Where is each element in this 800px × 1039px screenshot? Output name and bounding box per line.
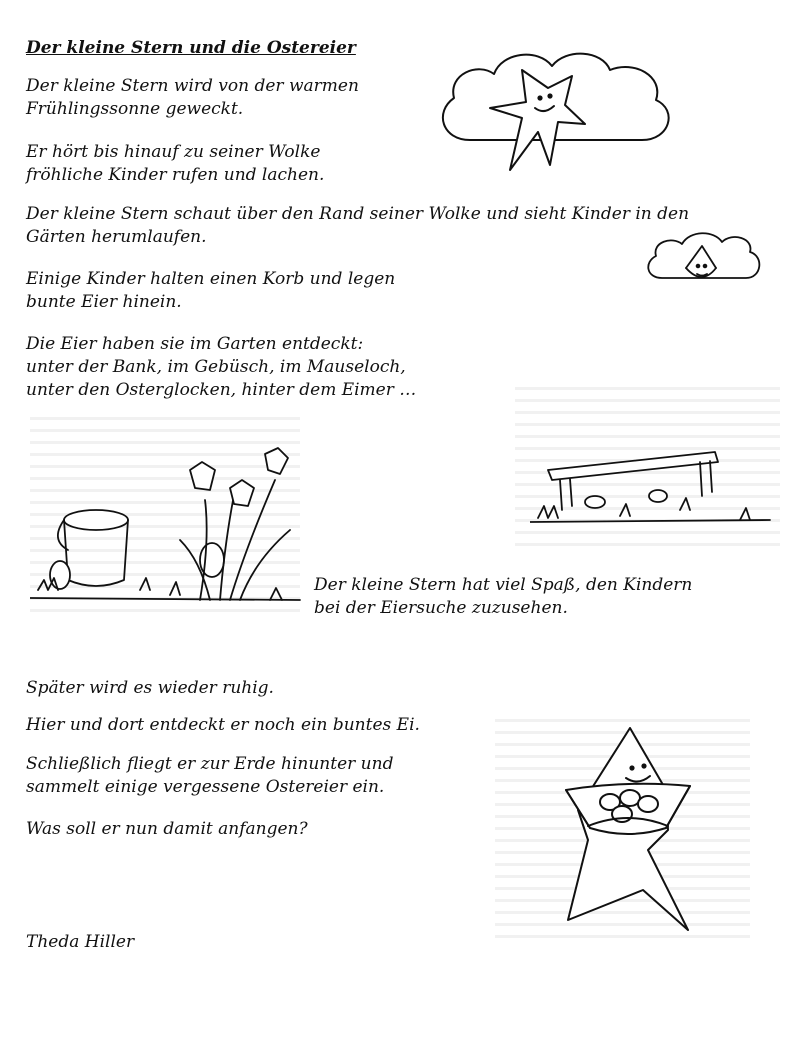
story-title: Der kleine Stern und die Ostereier — [26, 38, 356, 58]
bench-eggs-icon — [530, 440, 775, 535]
paragraph-6 — [314, 574, 692, 620]
star-holding-eggs-icon — [548, 720, 703, 935]
text-line: unter den Osterglocken, hinter dem Eimer … — [26, 380, 417, 400]
paragraph-7 — [26, 677, 274, 700]
paragraph-3 — [26, 203, 689, 249]
star-peeking-cloud-illustration — [642, 222, 767, 294]
text-line: Er hört bis hinauf zu seiner Wolke — [26, 142, 321, 162]
paragraph-4 — [26, 268, 395, 314]
text-line: unter der Bank, im Gebüsch, im Mauseloch, — [26, 357, 406, 377]
text-line: Frühlingssonne geweckt. — [26, 99, 244, 119]
paragraph-2 — [26, 141, 324, 187]
star-on-cloud-illustration — [430, 40, 685, 175]
peeking-star-icon — [642, 222, 767, 294]
text-line: Was soll er nun damit anfangen? — [26, 819, 308, 839]
paragraph-1 — [26, 75, 359, 121]
paragraph-5 — [26, 333, 416, 402]
text-line: Der kleine Stern hat viel Spaß, den Kindern — [314, 575, 693, 595]
text-line: Hier und dort entdeckt er noch ein buntes Ei. — [26, 715, 420, 735]
text-line: Der kleine Stern schaut über den Rand seiner Wolke und sieht Kinder in den — [26, 204, 690, 224]
text-line: Schließlich fliegt er zur Erde hinunter und — [26, 754, 394, 774]
bucket-daffodils-illustration — [30, 440, 310, 615]
text-line: Später wird es wieder ruhig. — [26, 678, 274, 698]
text-line: Die Eier haben sie im Garten entdeckt: — [26, 334, 364, 354]
star-on-cloud-icon — [430, 40, 685, 175]
text-line: bunte Eier hinein. — [26, 292, 182, 312]
star-holding-eggs-illustration — [548, 720, 703, 935]
text-line: bei der Eiersuche zuzusehen. — [314, 598, 568, 618]
text-line: Einige Kinder halten einen Korb und legen — [26, 269, 396, 289]
paragraph-9 — [26, 753, 393, 799]
text-line: Der kleine Stern wird von der warmen — [26, 76, 359, 96]
paragraph-10 — [26, 818, 308, 841]
paragraph-8 — [26, 714, 420, 737]
bucket-daffodils-icon — [30, 440, 310, 615]
text-line: sammelt einige vergessene Ostereier ein. — [26, 777, 385, 797]
text-line: fröhliche Kinder rufen und lachen. — [26, 165, 325, 185]
bench-eggs-illustration — [530, 440, 775, 535]
text-line: Gärten herumlaufen. — [26, 227, 207, 247]
author: Theda Hiller — [26, 932, 135, 952]
